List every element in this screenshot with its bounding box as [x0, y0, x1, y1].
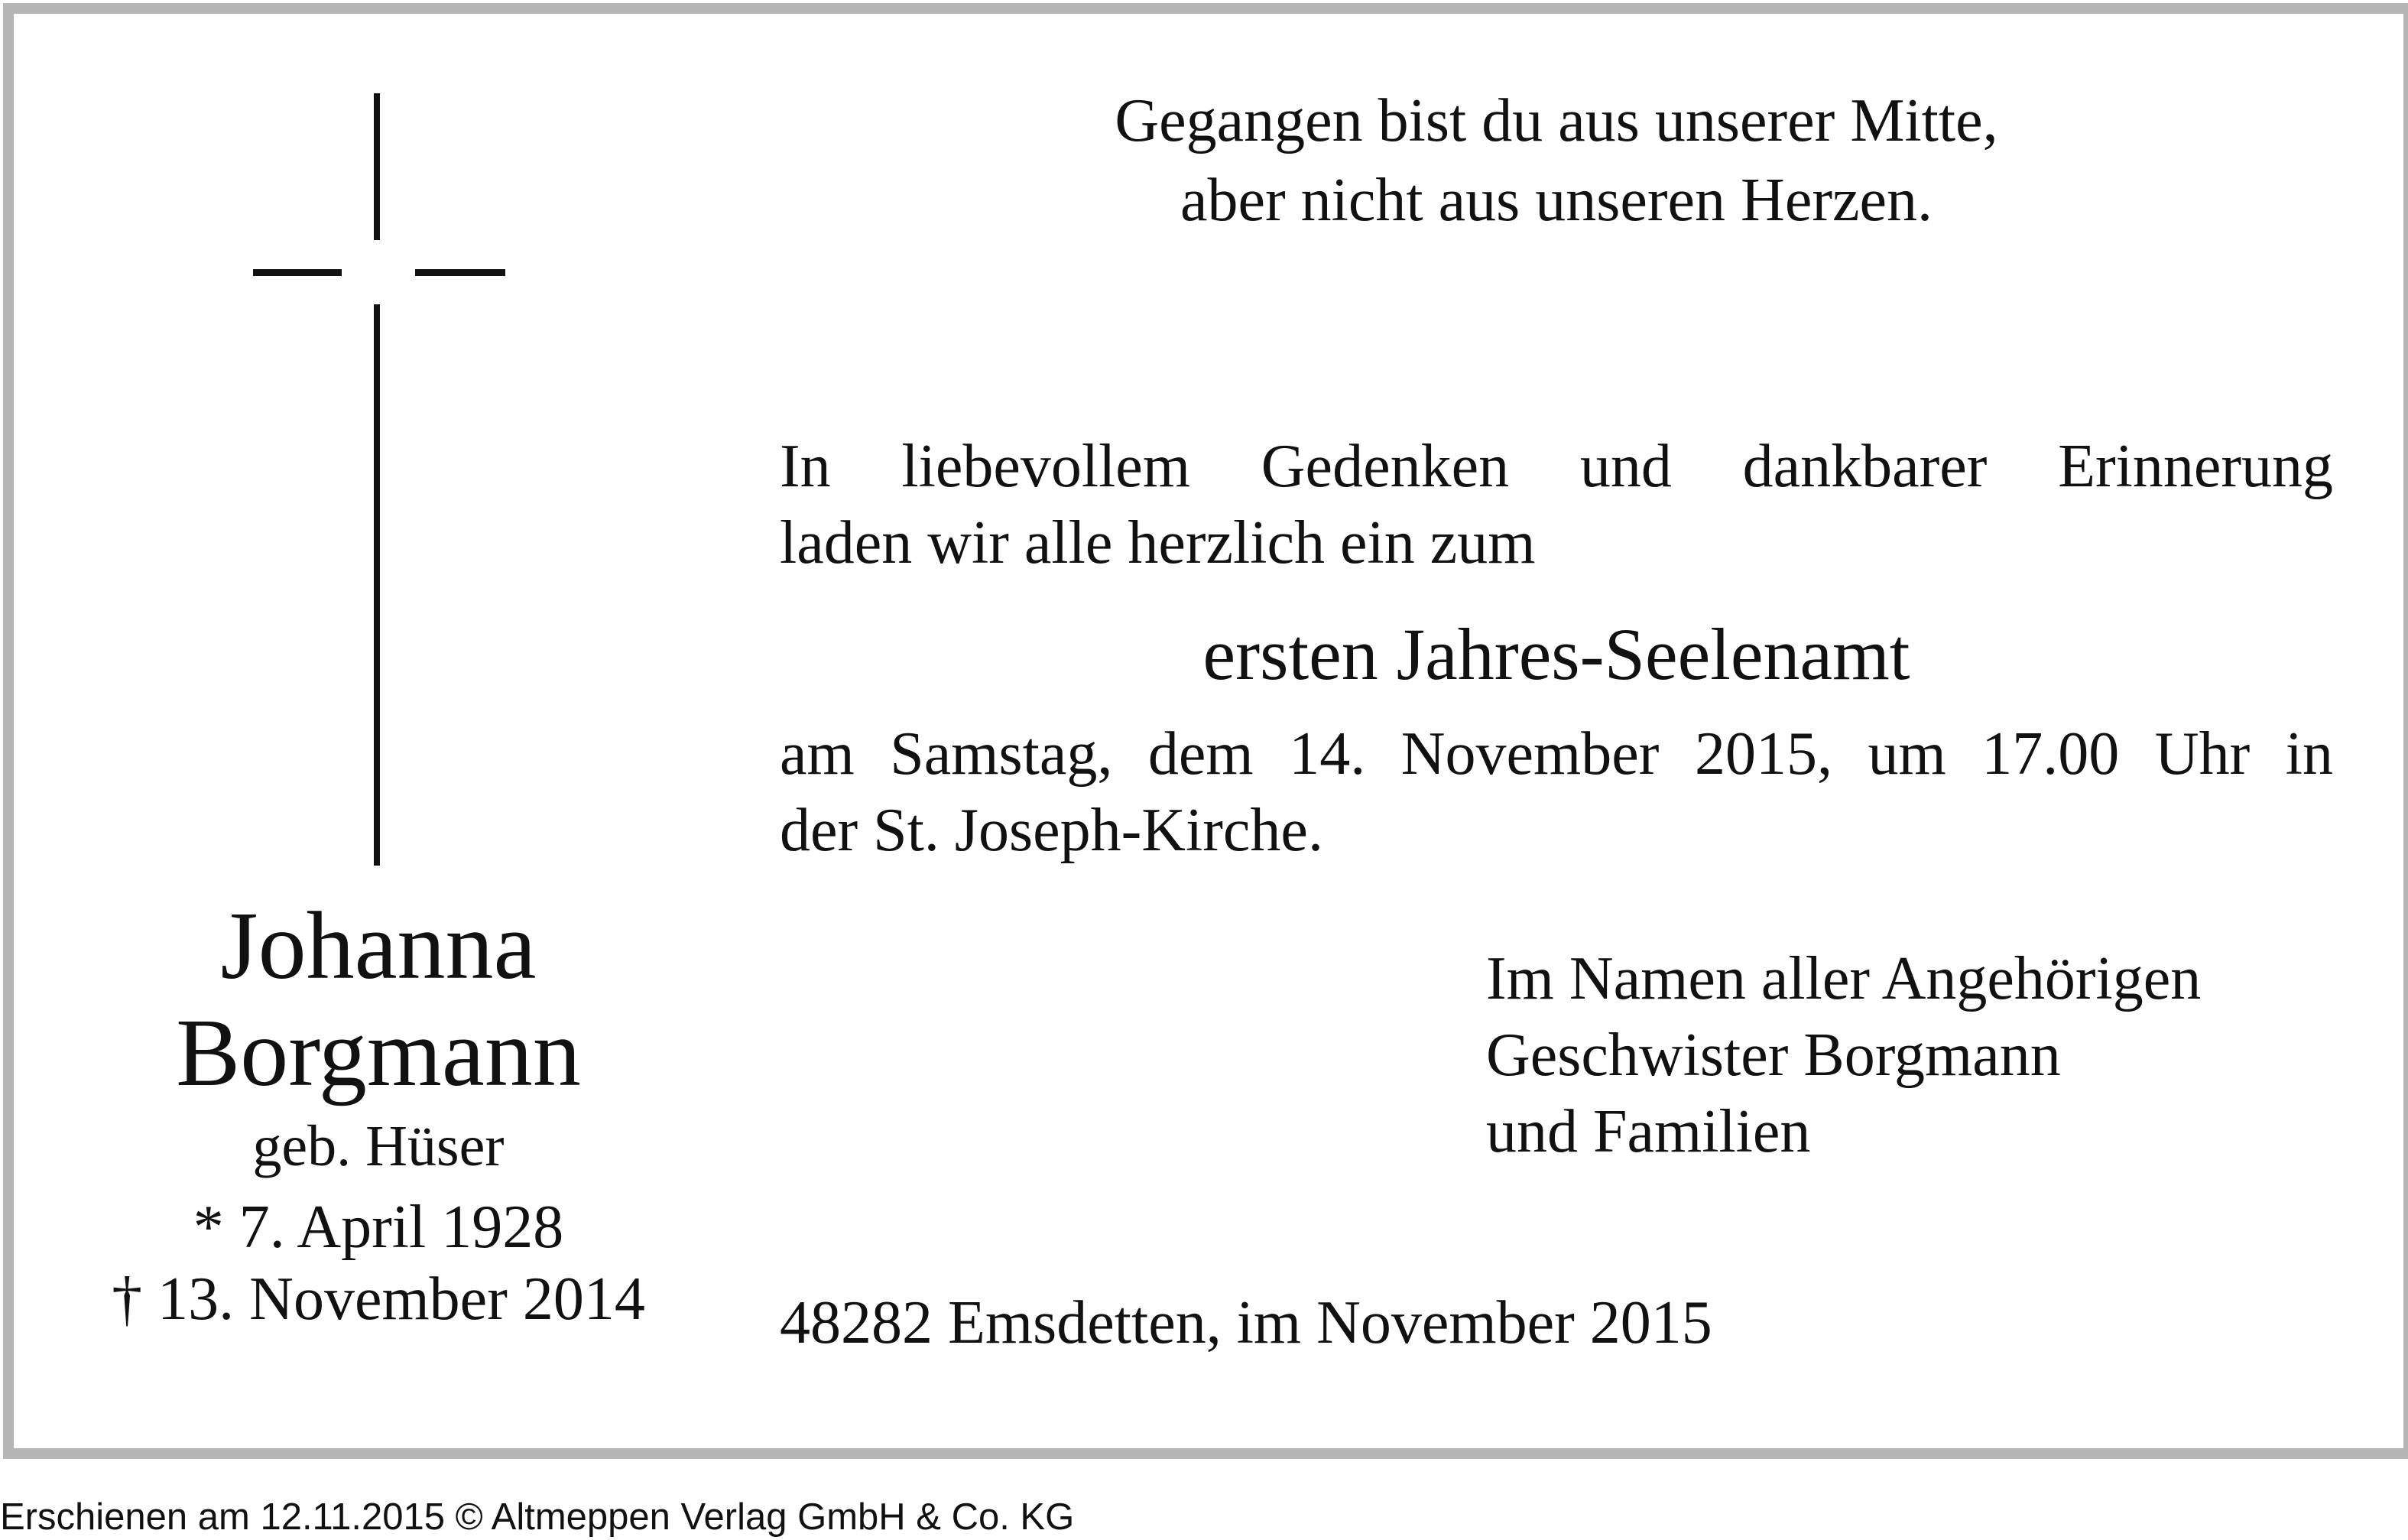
- motto-line-1: Gegangen bist du aus unserer Mitte,: [1115, 87, 1998, 154]
- motto: [780, 81, 2333, 240]
- invitation-intro: [780, 428, 2333, 581]
- deceased-last-name: Borgmann: [176, 1000, 581, 1106]
- event-title: ersten Jahres-Seelenamt: [1202, 613, 1910, 695]
- publication-footer: Erschienen am 12.11.2015 © Altmeppen Verlag GmbH & Co. KG: [0, 1496, 1075, 1538]
- signature-line-2: Geschwister Borgmann: [1486, 1022, 2061, 1089]
- maiden-name: geb. Hüser: [252, 1114, 505, 1178]
- invitation-line-3: am Samstag, dem 14. November 2015, um 17.00 Uhr in: [780, 720, 2333, 788]
- cross-bottom-bar: [374, 304, 380, 866]
- deceased-first-name: Johanna: [220, 893, 537, 999]
- place-date: 48282 Emsdetten, im November 2015: [780, 1289, 1712, 1356]
- signature-line-3: und Familien: [1486, 1098, 1811, 1165]
- cross-top-bar: [374, 93, 380, 240]
- invitation-line-2: laden wir alle herzlich ein zum: [780, 509, 1536, 577]
- invitation-line-1: In liebevollem Gedenken und dankbarer Erinnerung: [780, 433, 2333, 500]
- deceased-info: [46, 893, 711, 1335]
- cross-right-arm: [415, 269, 505, 276]
- cross-left-arm: [253, 269, 342, 276]
- death-date: † 13. November 2014: [112, 1265, 645, 1333]
- birth-date: * 7. April 1928: [193, 1194, 564, 1261]
- invitation-line-4: der St. Joseph-Kirche.: [780, 797, 1323, 864]
- motto-line-2: aber nicht aus unseren Herzen.: [1180, 167, 1933, 234]
- signature-line-1: Im Namen aller Angehörigen: [1486, 945, 2202, 1012]
- signature: [1486, 941, 2201, 1170]
- invitation-details: [780, 716, 2333, 869]
